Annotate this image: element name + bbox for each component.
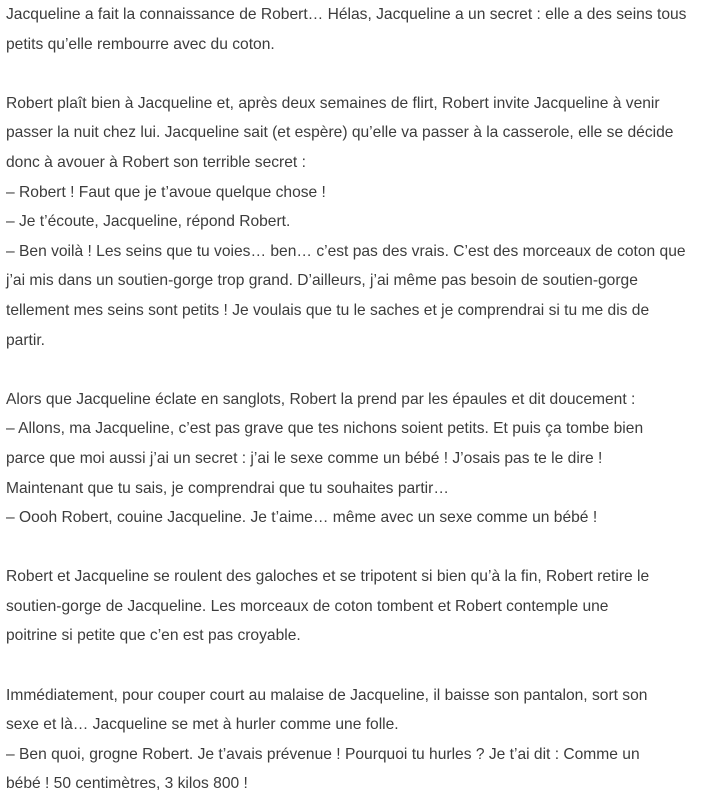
text-line: Immédiatement, pour couper court au malaise de Jacqueline, il baisse son pantalon, sort son (6, 686, 648, 704)
text-line: Robert plaît bien à Jacqueline et, après deux semaines de flirt, Robert invite Jacqueline à venir (6, 94, 660, 112)
dialogue-line: – Ben quoi, grogne Robert. Je t’avais prévenue ! Pourquoi tu hurles ? Je t’ai dit : Comme un (6, 745, 640, 763)
text-line: passer la nuit chez lui. Jacqueline sait (et espère) qu’elle va passer à la casserole, elle se décide (6, 124, 674, 142)
paragraph-2 (6, 89, 706, 355)
paragraph-3 (6, 385, 706, 533)
text-line: Maintenant que tu sais, je comprendrai que tu souhaites partir… (6, 479, 449, 497)
text-line: petits qu’elle rembourre avec du coton. (6, 35, 275, 53)
paragraph-4 (6, 562, 706, 651)
paragraph-5 (6, 681, 706, 799)
text-line: j’ai mis dans un soutien-gorge trop grand. D’ailleurs, j’ai même pas besoin de soutien-gorge (6, 272, 638, 290)
dialogue-line: – Je t’écoute, Jacqueline, répond Robert. (6, 213, 291, 231)
dialogue-line: – Oooh Robert, couine Jacqueline. Je t’aime… même avec un sexe comme un bébé ! (6, 509, 598, 527)
dialogue-line: – Allons, ma Jacqueline, c’est pas grave que tes nichons soient petits. Et puis ça tombe bien (6, 420, 644, 438)
text-line: partir. (6, 331, 45, 349)
text-line: parce que moi aussi j’ai un secret : j’ai le sexe comme un bébé ! J’osais pas te le dire ! (6, 449, 603, 467)
text-line: donc à avouer à Robert son terrible secret : (6, 153, 306, 171)
paragraph-1 (6, 0, 706, 59)
text-line: Jacqueline a fait la connaissance de Robert… Hélas, Jacqueline a un secret : elle a des seins tous (6, 6, 687, 23)
text-line: bébé ! 50 centimètres, 3 kilos 800 ! (6, 775, 248, 793)
dialogue-line: – Ben voilà ! Les seins que tu voies… ben… c’est pas des vrais. C’est des morceaux de coton que (6, 242, 686, 260)
text-line: poitrine si petite que c’en est pas croyable. (6, 627, 301, 645)
text-line: Robert et Jacqueline se roulent des galoches et se tripotent si bien qu’à la fin, Robert retire le (6, 568, 650, 586)
dialogue-line: – Robert ! Faut que je t’avoue quelque chose ! (6, 183, 326, 201)
text-line: tellement mes seins sont petits ! Je voulais que tu le saches et je comprendrai si tu me dis de (6, 301, 650, 319)
text-line: soutien-gorge de Jacqueline. Les morceaux de coton tombent et Robert contemple une (6, 597, 609, 615)
text-line: Alors que Jacqueline éclate en sanglots, Robert la prend par les épaules et dit doucement : (6, 390, 636, 408)
text-line: sexe et là… Jacqueline se met à hurler comme une folle. (6, 716, 399, 734)
